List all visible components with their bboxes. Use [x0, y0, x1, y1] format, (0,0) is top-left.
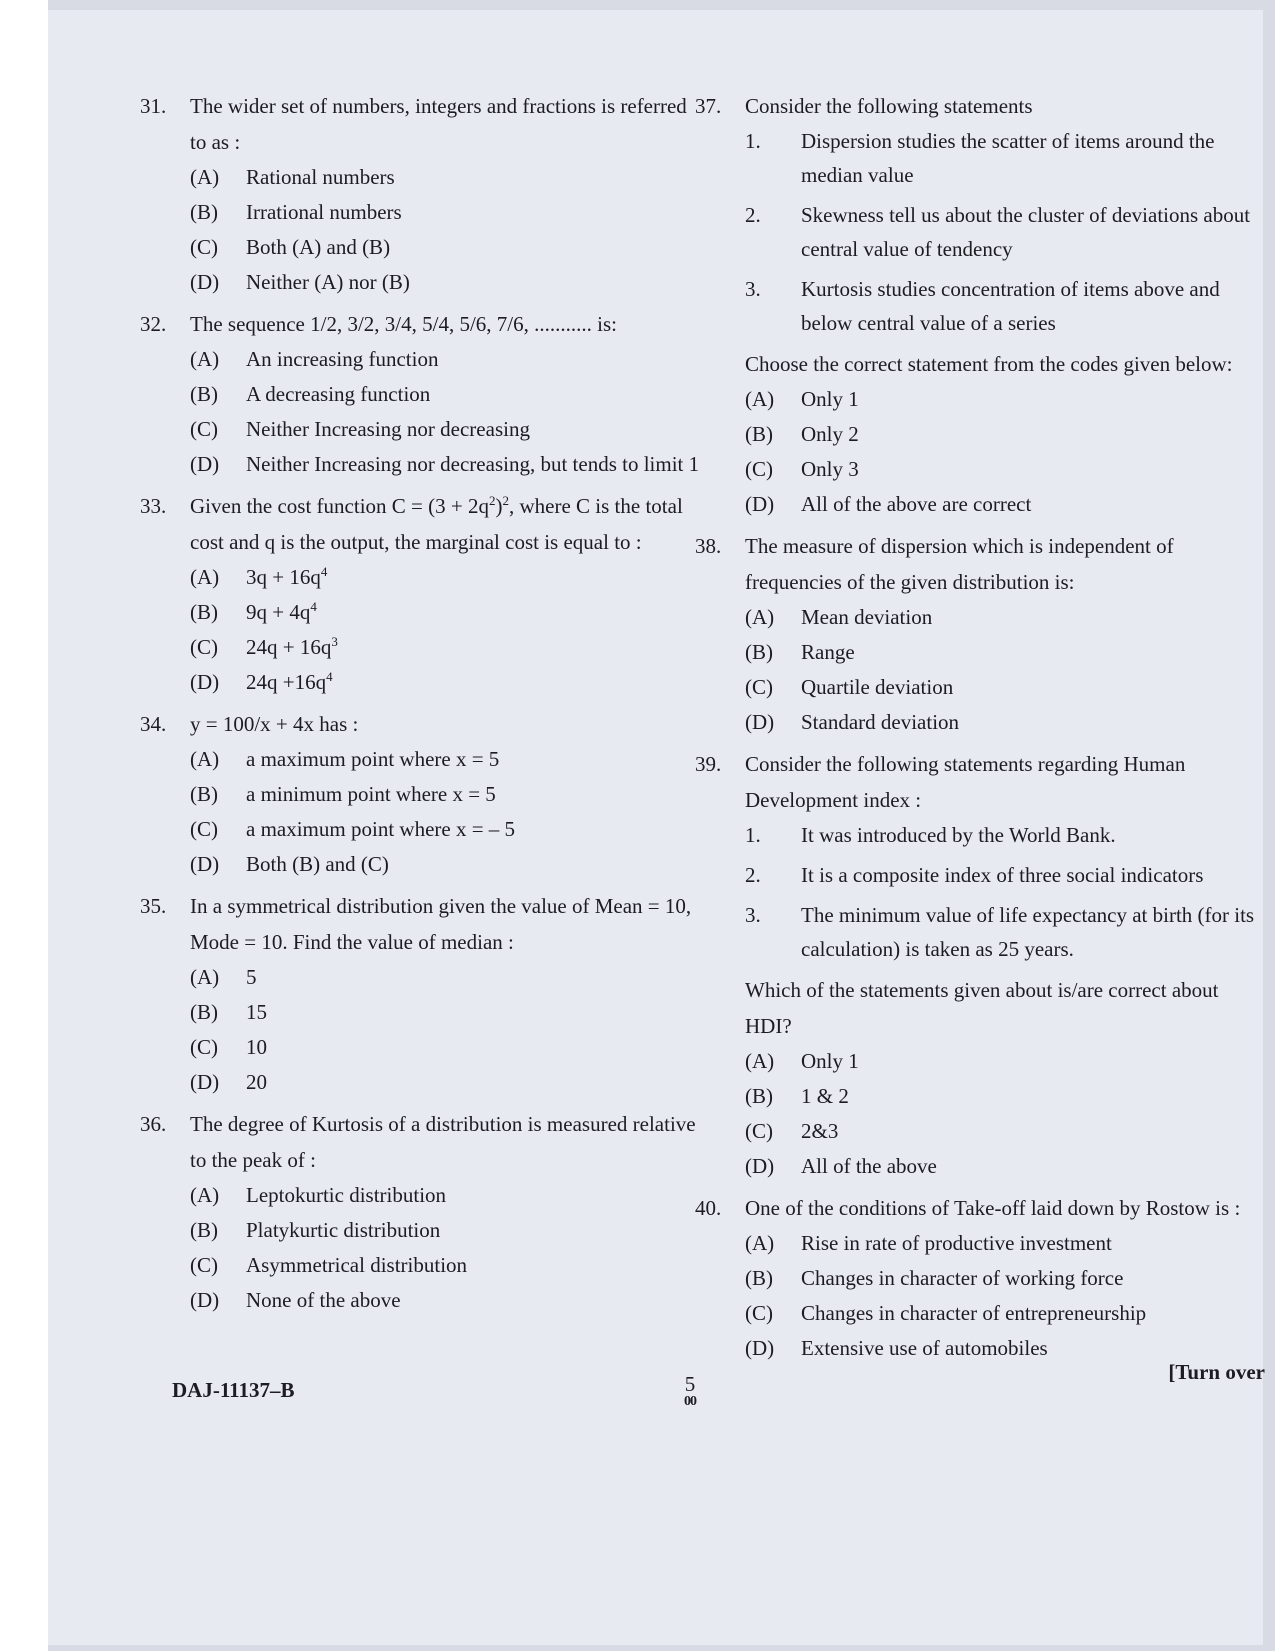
option-text: Mean deviation — [801, 605, 933, 629]
option-text: $3q + 16q^4$ — [246, 564, 328, 589]
statement — [695, 124, 1265, 192]
option-text: Leptokurtic distribution — [246, 1183, 447, 1207]
option-text: Only 1 — [801, 1049, 859, 1073]
option-text: Only 1 — [801, 387, 859, 411]
option-text: All of the above are correct — [801, 492, 1032, 516]
option-text: 10 — [246, 1035, 267, 1059]
option — [140, 195, 700, 230]
question-number: 39. — [695, 752, 722, 776]
option — [695, 1044, 1265, 1079]
option-label: (B) — [190, 1218, 218, 1242]
statement — [695, 272, 1265, 340]
question-number: 40. — [695, 1196, 722, 1220]
question-prompt: Which of the statements given about is/are correct about HDI? — [745, 978, 1219, 1038]
option-text: Changes in character of entrepreneurship — [801, 1301, 1147, 1325]
option-text: Standard deviation — [801, 710, 960, 734]
option — [695, 487, 1265, 522]
question-number: 33. — [140, 494, 167, 518]
option-label: (A) — [745, 387, 775, 411]
option-label: (B) — [745, 640, 773, 664]
option-text: Range — [801, 640, 855, 664]
question-text: The wider set of numbers, integers and fractions is referred to as : — [190, 94, 687, 154]
option-label: (D) — [745, 1336, 775, 1360]
option — [140, 560, 700, 595]
statement-number: 3. — [745, 277, 761, 301]
statement-text: It is a composite index of three social indicators — [801, 863, 1204, 887]
statement-text: The minimum value of life expectancy at birth (for its calculation) is taken as 25 years. — [801, 903, 1255, 961]
option-label: (D) — [190, 1070, 220, 1094]
option-text: Neither Increasing nor decreasing, but tends to limit 1 — [246, 452, 700, 476]
question-35 — [140, 888, 700, 1100]
question-text: Consider the following statements regarding Human Development index : — [745, 752, 1186, 812]
question-number: 35. — [140, 894, 167, 918]
option-label: (D) — [190, 670, 220, 694]
option-label: (D) — [190, 852, 220, 876]
option-text: a minimum point where x = 5 — [246, 782, 496, 806]
option — [695, 1261, 1265, 1296]
statement — [695, 858, 1265, 892]
option-text: Neither (A) nor (B) — [246, 270, 410, 294]
question-37 — [695, 88, 1265, 522]
statement-number: 3. — [745, 903, 761, 927]
question-31 — [140, 88, 700, 300]
statement — [695, 198, 1265, 266]
option — [140, 665, 700, 700]
option-label: (A) — [745, 1049, 775, 1073]
option — [695, 600, 1265, 635]
option-label: (B) — [190, 1000, 218, 1024]
option-label: (C) — [745, 1119, 773, 1143]
option-label: (D) — [190, 1288, 220, 1312]
option-label: (C) — [190, 817, 218, 841]
option — [695, 1296, 1265, 1331]
question-text: The sequence 1/2, 3/2, 3/4, 5/4, 5/6, 7/6, ........... is: — [190, 312, 617, 336]
option — [695, 1149, 1265, 1184]
option-text: $24q + 16q^3$ — [246, 634, 338, 659]
option — [140, 595, 700, 630]
option — [140, 160, 700, 195]
option-label: (A) — [190, 965, 220, 989]
option — [140, 377, 700, 412]
option-text: $24q +16q^4$ — [246, 669, 333, 694]
option-text: Only 3 — [801, 457, 859, 481]
option — [140, 812, 700, 847]
left-column — [140, 88, 700, 1324]
question-32 — [140, 306, 700, 482]
option-label: (B) — [745, 1266, 773, 1290]
option — [140, 995, 700, 1030]
option-text: Both (B) and (C) — [246, 852, 389, 876]
option-label: (B) — [745, 422, 773, 446]
option-label: (B) — [190, 382, 218, 406]
option — [695, 670, 1265, 705]
question-38 — [695, 528, 1265, 740]
option — [695, 417, 1265, 452]
option — [140, 1213, 700, 1248]
option-text: a maximum point where x = 5 — [246, 747, 500, 771]
option — [140, 412, 700, 447]
turn-over-label: [Turn over — [1168, 1360, 1265, 1384]
option-text: All of the above — [801, 1154, 937, 1178]
question-text: In a symmetrical distribution given the value of Mean = 10, Mode = 10. Find the value of median : — [190, 894, 692, 954]
question-40 — [695, 1190, 1265, 1366]
option-label: (C) — [190, 1253, 218, 1277]
option-text: $9q + 4q^4$ — [246, 599, 317, 624]
option-text: 2&3 — [801, 1119, 839, 1143]
option-text: A decreasing function — [246, 382, 431, 406]
question-number: 36. — [140, 1112, 167, 1136]
question-34 — [140, 706, 700, 882]
question-prompt: Choose the correct statement from the codes given below: — [745, 352, 1233, 376]
option-label: (A) — [190, 565, 220, 589]
question-text: The degree of Kurtosis of a distribution is measured relative to the peak of : — [190, 1112, 696, 1172]
option — [140, 1065, 700, 1100]
question-text: One of the conditions of Take-off laid down by Rostow is : — [745, 1196, 1241, 1220]
option — [140, 1283, 700, 1318]
option — [140, 265, 700, 300]
option-text: 20 — [246, 1070, 267, 1094]
question-text: y = 100/x + 4x has : — [190, 712, 359, 736]
page-number: 5 — [684, 1372, 696, 1396]
statement-number: 2. — [745, 863, 761, 887]
option-label: (A) — [190, 1183, 220, 1207]
page-number-block — [660, 1373, 720, 1409]
option — [695, 1114, 1265, 1149]
option-text: Only 2 — [801, 422, 859, 446]
option-label: (A) — [745, 1231, 775, 1255]
statement — [695, 818, 1265, 852]
option — [140, 1248, 700, 1283]
question-text: Consider the following statements — [745, 94, 1033, 118]
option-label: (C) — [190, 417, 218, 441]
option-text: Asymmetrical distribution — [246, 1253, 468, 1277]
option-text: Irrational numbers — [246, 200, 402, 224]
option-text: 15 — [246, 1000, 267, 1024]
option — [695, 1079, 1265, 1114]
option — [140, 342, 700, 377]
option-label: (C) — [190, 235, 218, 259]
question-33 — [140, 488, 700, 700]
option-label: (B) — [745, 1084, 773, 1108]
option-text: An increasing function — [246, 347, 439, 371]
option-text: Changes in character of working force — [801, 1266, 1124, 1290]
question-text: The measure of dispersion which is independent of frequencies of the given distribution is: — [745, 534, 1174, 594]
question-36 — [140, 1106, 700, 1318]
statement-text: Dispersion studies the scatter of items around the median value — [801, 129, 1215, 187]
option — [140, 447, 700, 482]
option-label: (D) — [745, 1154, 775, 1178]
question-number: 31. — [140, 94, 167, 118]
option — [140, 230, 700, 265]
option-text: 1 & 2 — [801, 1084, 849, 1108]
option-label: (A) — [190, 165, 220, 189]
option-label: (C) — [745, 1301, 773, 1325]
option-text: None of the above — [246, 1288, 401, 1312]
option-text: Platykurtic distribution — [246, 1218, 441, 1242]
question-number: 34. — [140, 712, 167, 736]
option-label: (C) — [190, 1035, 218, 1059]
option — [695, 452, 1265, 487]
question-number: 32. — [140, 312, 167, 336]
option-label: (D) — [745, 492, 775, 516]
option-text: a maximum point where x = – 5 — [246, 817, 516, 841]
option — [695, 635, 1265, 670]
statement-number: 2. — [745, 203, 761, 227]
option-text: Rational numbers — [246, 165, 395, 189]
question-text: Given the cost function $C = (3 + 2q^2)^2$, where C is the total cost and q is the output, the marginal cost is equal to : — [190, 493, 683, 554]
right-column — [695, 88, 1265, 1372]
option-label: (C) — [190, 635, 218, 659]
option-label: (A) — [190, 347, 220, 371]
statement-number: 1. — [745, 823, 761, 847]
option-text: Both (A) and (B) — [246, 235, 391, 259]
statement-number: 1. — [745, 129, 761, 153]
option-label: (A) — [190, 747, 220, 771]
question-39 — [695, 746, 1265, 1184]
option — [695, 705, 1265, 740]
option-label: (B) — [190, 200, 218, 224]
question-number: 38. — [695, 534, 722, 558]
question-number: 37. — [695, 94, 722, 118]
statement-text: It was introduced by the World Bank. — [801, 823, 1116, 847]
option-label: (A) — [745, 605, 775, 629]
option-text: Rise in rate of productive investment — [801, 1231, 1112, 1255]
page-mark: 00 — [684, 1394, 696, 1409]
scan-margin — [0, 0, 48, 1651]
option-text: Quartile deviation — [801, 675, 954, 699]
option-label: (D) — [190, 270, 220, 294]
option — [140, 630, 700, 665]
option-text: Extensive use of automobiles — [801, 1336, 1048, 1360]
statement — [695, 898, 1265, 966]
statement-text: Skewness tell us about the cluster of deviations about central value of tendency — [801, 203, 1251, 261]
option-text: 5 — [246, 965, 257, 989]
option — [140, 742, 700, 777]
paper-code: DAJ-11137–B — [172, 1378, 295, 1402]
option — [140, 777, 700, 812]
option — [695, 1226, 1265, 1261]
statement-text: Kurtosis studies concentration of items above and below central value of a series — [801, 277, 1220, 335]
option — [140, 1030, 700, 1065]
option — [695, 382, 1265, 417]
option-label: (C) — [745, 675, 773, 699]
option-text: Neither Increasing nor decreasing — [246, 417, 530, 441]
option — [140, 1178, 700, 1213]
option — [140, 960, 700, 995]
option-label: (D) — [190, 452, 220, 476]
option-label: (B) — [190, 782, 218, 806]
option-label: (D) — [745, 710, 775, 734]
option-label: (B) — [190, 600, 218, 624]
option — [140, 847, 700, 882]
option-label: (C) — [745, 457, 773, 481]
